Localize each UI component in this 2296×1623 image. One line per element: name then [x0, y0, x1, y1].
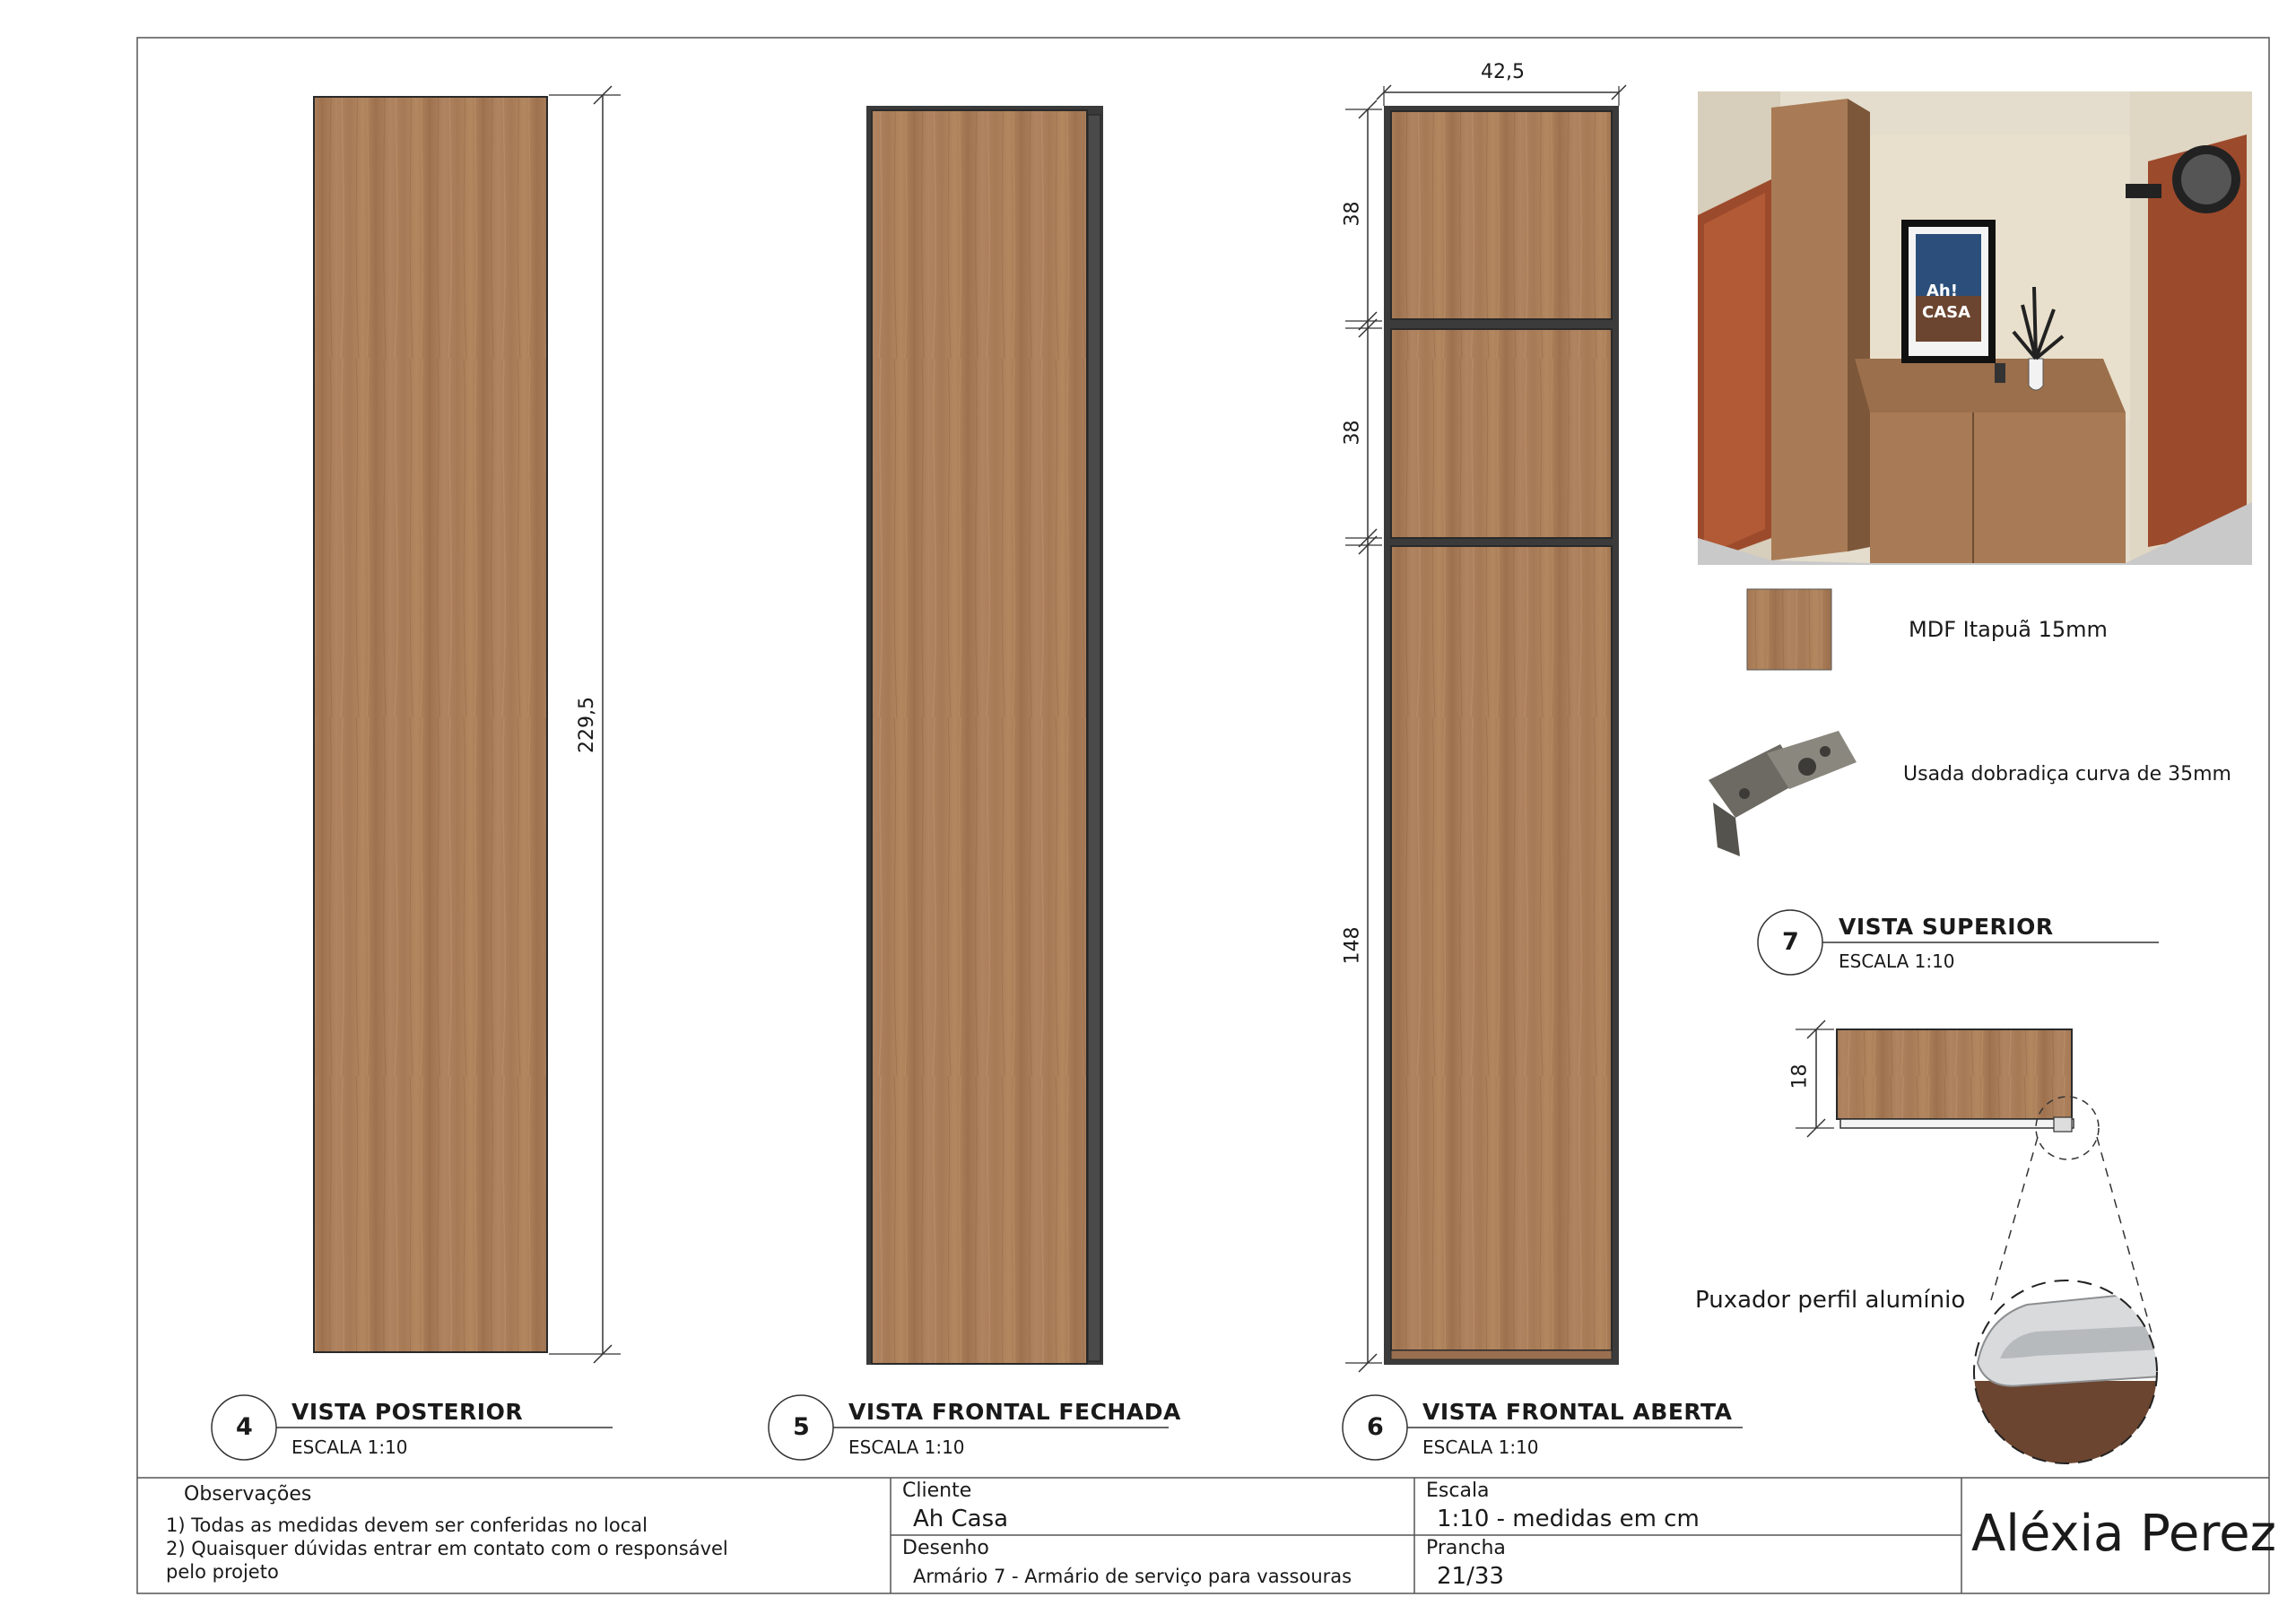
scale-label: Escala [1426, 1480, 1490, 1502]
observations-header: Observações [184, 1483, 312, 1506]
dim-bottom-section: 148 [1341, 926, 1364, 965]
author-name: Aléxia Perez [1971, 1505, 2277, 1563]
view-4-scale: ESCALA 1:10 [291, 1436, 408, 1458]
view-6-front-open-drawing [1345, 85, 1626, 1372]
view-6-scale: ESCALA 1:10 [1422, 1436, 1539, 1458]
handle-label: Puxador perfil alumínio [1695, 1287, 1966, 1314]
material-swatch [1747, 589, 1831, 670]
poster-text-line2: CASA [1922, 303, 1971, 322]
top-view-panel [1837, 1029, 2072, 1119]
observation-2: 2) Quaisquer dúvidas entrar em contato com o responsável [166, 1538, 728, 1559]
view-4-title: VISTA POSTERIOR [291, 1399, 524, 1425]
view-4-number: 4 [236, 1413, 254, 1441]
view-7-top-drawing [1796, 1020, 2161, 1463]
view-6-number: 6 [1367, 1413, 1385, 1441]
view-4-posterior-drawing [314, 86, 621, 1363]
dim-total-height: 229,5 [575, 697, 598, 753]
view-5-front-closed-drawing [866, 106, 1103, 1365]
sheet-value: 21/33 [1437, 1563, 1504, 1590]
render-3d-preview [1698, 91, 2252, 565]
client-value: Ah Casa [913, 1506, 1009, 1532]
drawing-value: Armário 7 - Armário de serviço para vassouras [913, 1566, 1352, 1587]
view-5-title: VISTA FRONTAL FECHADA [848, 1399, 1181, 1425]
dim-middle-section: 38 [1341, 420, 1364, 446]
dim-depth: 18 [1788, 1063, 1812, 1089]
sheet-label: Prancha [1426, 1537, 1506, 1559]
cabinet-back-panel [314, 97, 547, 1352]
view-7-title: VISTA SUPERIOR [1839, 914, 2054, 940]
aluminium-handle-profile [1088, 115, 1100, 1361]
poster-text-line1: Ah! [1926, 282, 1958, 300]
view-5-number: 5 [793, 1413, 811, 1441]
bottom-compartment-panel [1391, 546, 1612, 1350]
view-6-title: VISTA FRONTAL ABERTA [1422, 1399, 1733, 1425]
hinge-image [1709, 731, 1857, 856]
client-label: Cliente [902, 1480, 972, 1502]
view-7-number: 7 [1782, 928, 1800, 956]
middle-compartment-panel [1391, 329, 1612, 538]
top-compartment-panel [1391, 111, 1612, 319]
view-5-scale: ESCALA 1:10 [848, 1436, 965, 1458]
dim-top-section: 38 [1341, 201, 1364, 227]
scale-value: 1:10 - medidas em cm [1437, 1506, 1700, 1532]
drawing-label: Desenho [902, 1537, 989, 1559]
cabinet-door-closed [872, 110, 1087, 1364]
observation-1: 1) Todas as medidas devem ser conferidas no local [166, 1515, 648, 1536]
material-label: MDF Itapuã 15mm [1909, 617, 2108, 642]
dim-width: 42,5 [1481, 61, 1525, 83]
view-7-scale: ESCALA 1:10 [1839, 950, 1955, 972]
hinge-label: Usada dobradiça curva de 35mm [1903, 763, 2231, 785]
observation-3: pelo projeto [166, 1561, 279, 1583]
